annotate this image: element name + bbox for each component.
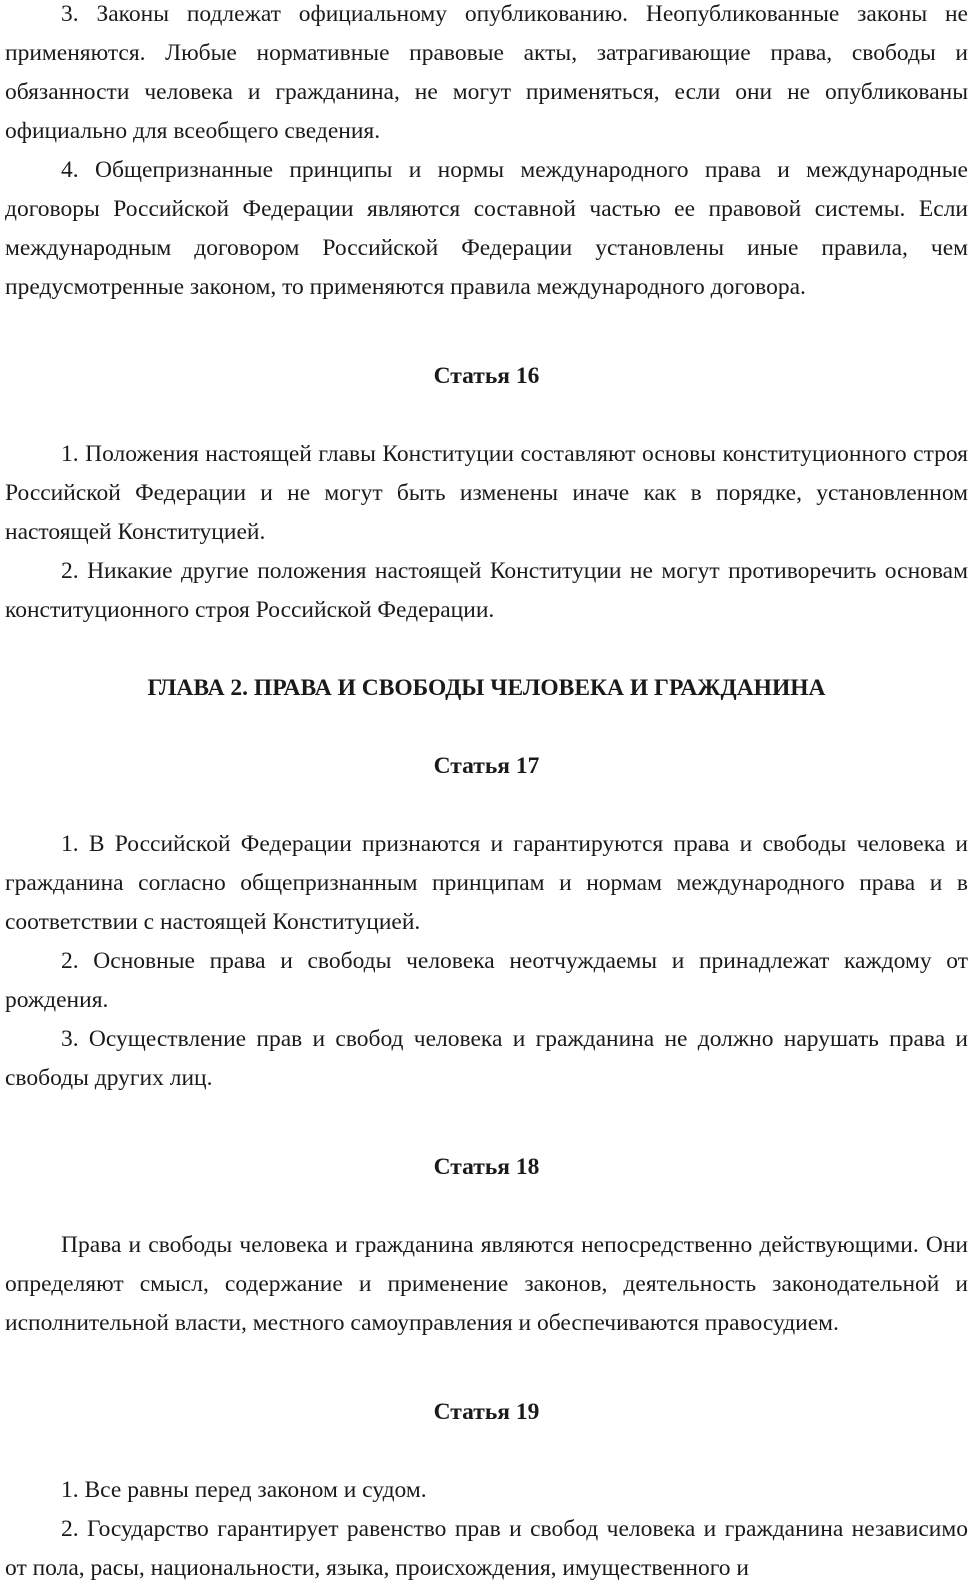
paragraph-art19-item2: 2. Государство гарантирует равенство прав и свобод человека и гражданина независимо от пола, расы, национальности, языка, происхождения, имущественного и — [5, 1516, 968, 1581]
paragraph-art19-item1: 1. Все равны перед законом и судом. — [61, 1477, 427, 1503]
paragraph-art17-item1: 1. В Российской Федерации признаются и гарантируются права и свободы человека и гражданина согласно общепризнанным принципам и нормам международного права и в соответствии с настоящей Конституцией. — [5, 831, 968, 935]
document-page — [5, 0, 968, 1588]
article-16-heading: Статья 16 — [433, 363, 540, 389]
paragraph-art16-item1: 1. Положения настоящей главы Конституции составляют основы конституционного строя Российской Федерации и не могут быть изменены иначе как в порядке, установленном настоящей Конституцией. — [5, 441, 968, 545]
article-19-heading: Статья 19 — [433, 1399, 540, 1425]
paragraph-art16-item2: 2. Никакие другие положения настоящей Конституции не могут противоречить основам конституционного строя Российской Федерации. — [5, 558, 968, 623]
paragraph-art15-item3: 3. Законы подлежат официальному опубликованию. Неопубликованные законы не применяются. Любые нормативные правовые акты, затрагивающие права, свободы и обязанности человека и гражданина, не могут применяться, если они не опубликованы официально для всеобщего сведения. — [5, 1, 968, 144]
paragraph-art15-item4: 4. Общепризнанные принципы и нормы международного права и международные договоры Российской Федерации являются составной частью ее правовой системы. Если международным договором Российской Федерации установлены иные правила, чем предусмотренные законом, то применяются правила международного договора. — [5, 157, 968, 300]
paragraph-art17-item3: 3. Осуществление прав и свобод человека и гражданина не должно нарушать права и свободы других лиц. — [5, 1026, 968, 1091]
article-17-heading: Статья 17 — [433, 753, 540, 779]
paragraph-art17-item2: 2. Основные права и свободы человека неотчуждаемы и принадлежат каждому от рождения. — [5, 948, 968, 1013]
chapter-2-heading: ГЛАВА 2. ПРАВА И СВОБОДЫ ЧЕЛОВЕКА И ГРАЖДАНИНА — [147, 675, 826, 701]
article-18-heading: Статья 18 — [433, 1154, 540, 1180]
paragraph-art18: Права и свободы человека и гражданина являются непосредственно действующими. Они определяют смысл, содержание и применение законов, деятельность законодательной и исполнительной власти, местного самоуправления и обеспечиваются правосудием. — [5, 1232, 968, 1336]
